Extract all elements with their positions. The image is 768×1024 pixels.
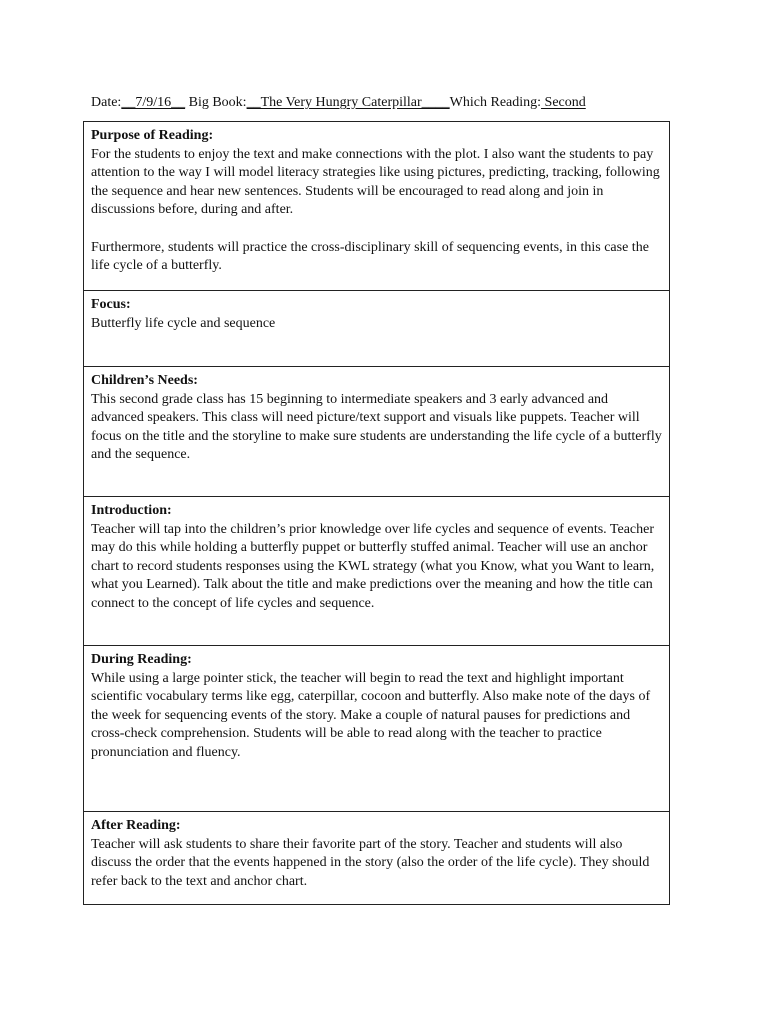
during-reading-heading: During Reading:: [91, 652, 192, 667]
after-reading-section: [84, 812, 669, 904]
purpose-section: [84, 122, 669, 291]
introduction-section: [84, 497, 669, 646]
childrens-needs-section: [84, 367, 669, 497]
date-label: Date:: [91, 95, 122, 110]
focus-heading: Focus:: [91, 297, 131, 312]
lesson-plan-table: [83, 121, 670, 905]
during-reading-text: While using a large pointer stick, the teacher will begin to read the text and highlight important scientific vocabulary terms like egg, caterpillar, cocoon and butterfly. Also make note of the days of the week for sequencing events of the story. Make a couple of natural pauses for predictions and cross-check comprehension. Students will be able to read along with the teacher to practice pronunciation and fluency.: [91, 670, 651, 760]
childrens-needs-heading: Children’s Needs:: [91, 373, 198, 388]
big-book-label: Big Book:: [185, 95, 247, 110]
big-book-title: __The Very Hungry Caterpillar____: [246, 95, 450, 110]
date-value: __7/9/16__: [121, 95, 186, 110]
lesson-header: [91, 94, 586, 112]
childrens-needs-text: This second grade class has 15 beginning to intermediate speakers and 3 early advanced and advanced speakers. This class will need picture/text support and visuals like puppets. Teacher will focus on the title and the storyline to make sure students are understanding the life cycle of a butterfly and the sequence.: [91, 391, 662, 463]
after-reading-heading: After Reading:: [91, 818, 181, 833]
after-reading-text: Teacher will ask students to share their favorite part of the story. Teacher and students will also discuss the order that the events happened in the story (also the order of the life cycle). They should refer back to the text and anchor chart.: [91, 836, 650, 889]
focus-section: [84, 291, 669, 367]
introduction-text: Teacher will tap into the children’s prior knowledge over life cycles and sequence of events. Teacher may do this while holding a butterfly puppet or butterfly stuffed animal. Teacher will use an anchor chart to record students responses using the KWL strategy (what you Know, what you Want to learn, what you Learned). Talk about the title and make predictions over the meaning and how the title can connect to the concept of life cycles and sequence.: [91, 521, 655, 611]
purpose-paragraph-2: Furthermore, students will practice the cross-disciplinary skill of sequencing events, in this case the life cycle of a butterfly.: [91, 239, 649, 274]
during-reading-section: [84, 646, 669, 812]
introduction-heading: Introduction:: [91, 503, 172, 518]
which-reading-label: Which Reading:: [449, 95, 542, 110]
which-reading-value: Second: [541, 95, 586, 110]
focus-text: Butterfly life cycle and sequence: [91, 315, 276, 331]
purpose-paragraph-1: For the students to enjoy the text and make connections with the plot. I also want the students to pay attention to the way I will model literacy strategies like using pictures, predicting, tracking, following the sequence and hear new sentences. Students will be encouraged to read along and join in discussions before, during and after.: [91, 146, 660, 218]
purpose-heading: Purpose of Reading:: [91, 128, 214, 143]
